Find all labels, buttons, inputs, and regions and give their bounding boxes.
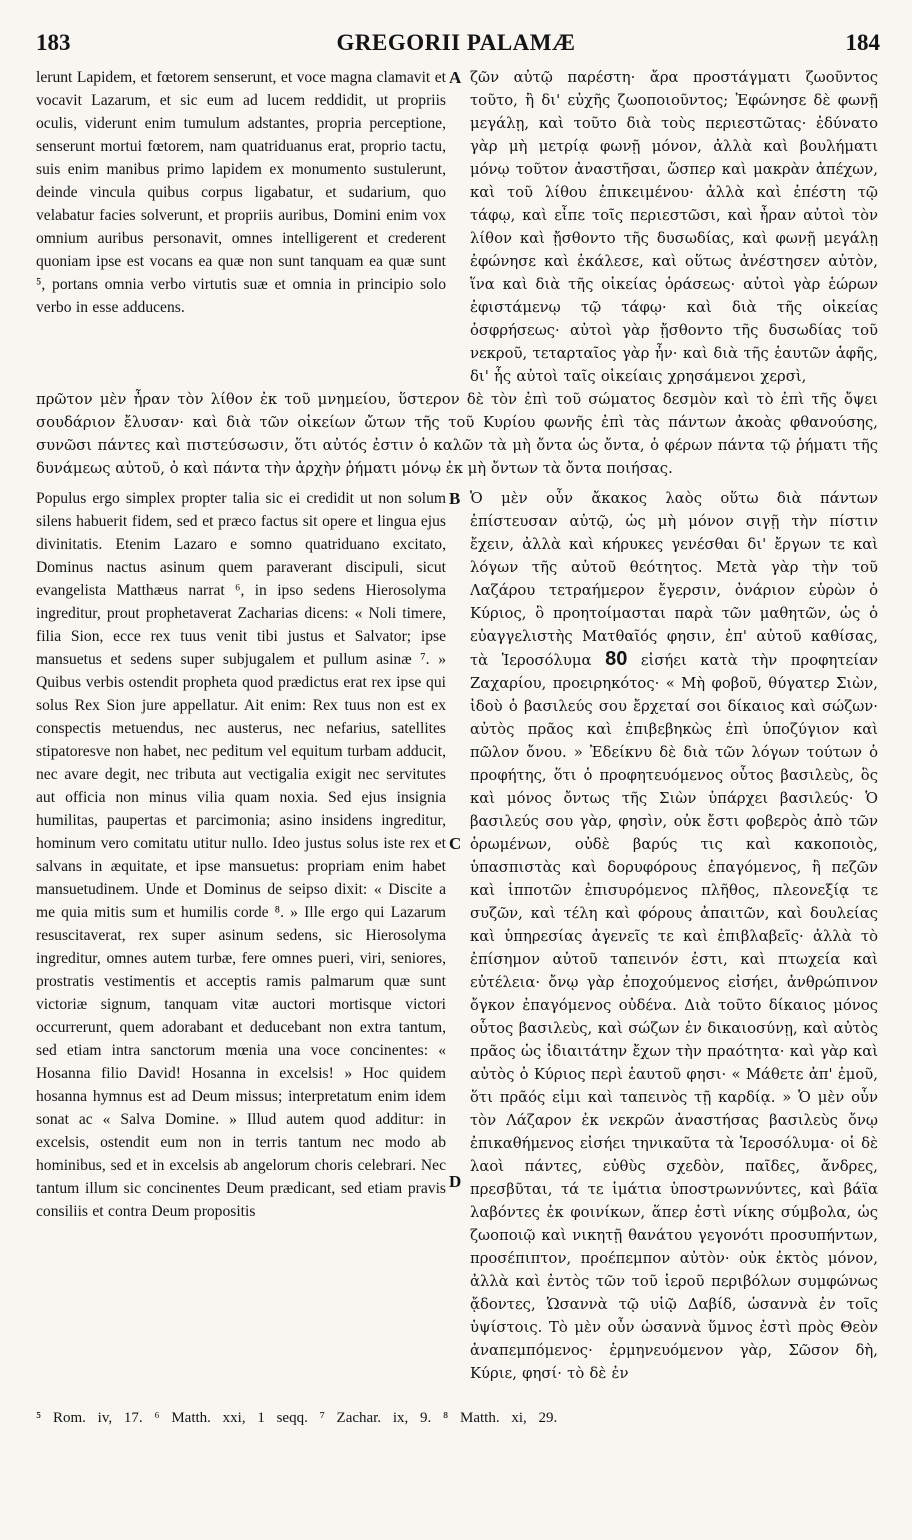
section-marker-b: B — [449, 489, 461, 508]
greek-full-width-passage: πρῶτον μὲν ἦραν τὸν λίθον ἐκ τοῦ μνημείου, ὕστερον δὲ τὸν ἐπὶ τοῦ σώματος δεσμὸν καὶ τὸ ἐπὶ τῆς ὄψει σουδάριον ἔλυσαν· καὶ διὰ τῶν οἰκείων ὤτων τῆς τοῦ Κυρίου φωνῆς ἐπὶ τὰς πάντων ἀκοὰς φθανούσης, συνῶσι πάντες καὶ πιστεύσωσιν, ὅτι αὐτός ἐστιν ὁ καλῶν τὰ μὴ ὄντα ὡς ὄντα, ὁ φέρων πάντα τῷ ῥήματι τῆς δυνάμεως αὐτοῦ, ὁ καὶ πάντα τὴν ἀρχὴν ῥήματι μόνῳ ἐκ μὴ ὄντων τὰ ὄντα ποιήσας. — [36, 391, 878, 477]
greek-text-part: Ὁ μὲν οὖν ἄκακος λαὸς οὕτω διὰ πάντων ἐπίστευσαν αὐτῷ, ὡς μὴ μόνον σιγῇ τὴν πίστιν ἔχειν, ἀλλὰ καὶ κήρυκες γενέσθαι δι' ἔργων τε καὶ λόγων τῆς αὐτοῦ θεότητος. Μετὰ γὰρ τὴν τοῦ Λαζάρου τετραήμερον ἔγερσιν, ὀνάριον εὑρὼν ὁ Κύριος, ὃ προητοίμασται παρὰ τῶν μαθητῶν, ὡς ὁ εὐαγγελιστὴς Ματθαῖός φησιν, ἐπ' αὐτοῦ καθίσας, τὰ Ἱεροσόλυμα — [470, 490, 878, 669]
page-header — [30, 30, 882, 64]
greek-column-bottom — [470, 487, 878, 1385]
greek-text-part: εἰσήει κατὰ τὴν προφητείαν Ζαχαρίου, προειρηκότος· « Μὴ φοβοῦ, θύγατερ Σιὼν, ἰδοὺ ὁ βασιλεύς σου ἔρχεταί σοι δίκαιος καὶ σώζων· αὐτὸς πρᾶος καὶ ἐπιβεβηκὼς ἐπὶ ὑποζύγιον καὶ πῶλον ὄνου. » Ἐδείκνυ δὲ διὰ τῶν λόγων τούτων ὁ προφήτης, ὅτι ὁ προφητευόμενος οὗτος βασιλεὺς, ὃς καὶ μόνος ὄντως τῆς Σιὼν ὑπάρχει βασιλεύς· Ὁ βασιλεύς σου γὰρ, φησὶν, οὐκ ἔστι φοβερὸς ἀπὸ τῶν ὁρωμένων, οὐδὲ βαρύς τις καὶ κακοποιὸς, ὑπασπιστὰς καὶ δορυφόρους ἐπαγόμενος, ἢ πεζῶν καὶ ἱπποτῶν ἐπισυρόμενος πλῆθος, πλεονεξίᾳ τε συζῶν, καὶ τέλη καὶ φόρους ἀπαιτῶν, καὶ δουλείας καὶ ὑπηρεσίας ἀγενεῖς τε καὶ ἐπιβλαβεῖς· ἀλλὰ τὸ ἐπίσημον αὐτοῦ ταπεινόν ἐστι, καὶ πτωχεία καὶ εὐτέλεια· ὄνῳ γὰρ ἐποχούμενος εἰσήει, ἀνθρώπινον ὄγκον ἐπαγόμενος οὐδένα. Διὰ τοῦτο δίκαιος μόνος οὗτος βασιλεὺς, καὶ σώζων ἐν δικαιοσύνῃ, καὶ αὐτὸς πρᾶος ὡς ἰδιαιτάτην ἔχων τὴν πραότητα· καὶ γὰρ καὶ αὐτὸς ὁ Κύριος περὶ ἑαυτοῦ φησι· « Μάθετε ἀπ' ἐμοῦ, ὅτι πρᾶός εἰμι καὶ ταπεινὸς τῇ καρδίᾳ. » Ὁ μὲν οὖν τὸν Λάζαρον ἐκ νεκρῶν ἀναστήσας βασιλεὺς ὄνῳ ἐπικαθήμενος εἰσήει τηνικαῦτα τὰ Ἱεροσόλυμα· οἱ δὲ λαοὶ πάντες, εὐθὺς σχεδὸν, παῖδες, ἄνδρες, πρεσβῦται, τά τε ἱμάτια ὑποστρωννύντες, καὶ βάϊα λαβόντες ἐκ φοινίκων, ἅπερ ἐστὶ νίκης σύμβολα, ὡς ζωοποιῷ καὶ νικητῇ θανάτου γεγονότι προσυπήντων, προσέπιπτον, προέπεμπον αὐτὸν· οὐκ ἐκτὸς μόνον, ἀλλὰ καὶ ἐντὸς τῶν τοῦ ἱεροῦ περιβόλων συμφώνως ᾄδοντες, Ὡσαννὰ τῷ υἱῷ Δαβίδ, ὡσαννὰ ἐν τοῖς ὑψίστοις. Τὸ μὲν οὖν ὡσαννὰ ὕμνος ἐστὶ πρὸς Θεὸν ἀναπεμπόμενος· ἑρμηνευόμενον γὰρ, Σῶσον δὴ, Κύριε, φησί· τὸ δὲ ἐν — [470, 652, 878, 1382]
greek-column-top — [470, 66, 878, 388]
greek-paragraph — [470, 487, 878, 1385]
section-marker-a: A — [449, 68, 462, 87]
section-marker-d: D — [449, 1172, 462, 1191]
running-title: GREGORII PALAMÆ — [336, 30, 576, 55]
column-number: 80 — [605, 648, 628, 670]
page-number-right: 184 — [845, 30, 880, 55]
footnotes: ⁵ Rom. iv, 17. ⁶ Matth. xxi, 1 seqq. ⁷ Zachar. ix, 9. ⁸ Matth. xi, 29. — [36, 1410, 558, 1426]
section-marker-c: C — [449, 834, 462, 853]
latin-paragraph: Populus ergo simplex propter talia sic ei credidit ut non solum silens habuerit fidem, sed et præco factus sit opere et lingua ejus divinitatis. Etenim Lazaro e somno quatriduano excitato, Dominus nactus asinum quem paraverant discipuli, sicut evangelista Matthæus narrat ⁶, in ipso sedens Hierosolyma ingreditur, prout prophetaverat Zacharias dicens: « Noli timere, filia Sion, ecce rex tuus venit tibi justus et Salvator; ipse mansuetus et sedens super subjugalem et pullum asinæ ⁷. » Quibus verbis ostendit propheta quod prædictus erat rex ipse qui solus Rex Sion jure appellatur. Ait enim: Rex tuus non est ex conspectis metuendus, nec austerus, nec nefarius, satellites stipatoresve non habet, nec peditum vel equitum turbam adducit, nec avare degit, nec tributa aut vectigalia exigit nec servitutes aut officia non minus vilia quam noxia. Sed ejus insignia humilitas, paupertas et parcimonia; asino insidens ingreditur, hominum vero comitatu utitur nullo. Ideo justus solus iste rex et salvans in æquitate, et ipse mansuetus: propriam enim habet mansuetudinem. Unde et Dominus de seipso dixit: « Discite a me quia mitis sum et humilis corde ⁸. » Ille ergo qui Lazarum resuscitaverat, rex super asinum sedens, sic Hierosolyma ingreditur, omnes autem turbæ, fere omnes pueri, viri, seniores, prostratis vestimentis et acceptis ramis palmarum quæ sunt victoriæ signum, tanquam vitæ auctori mortisque victori occurrerunt, quem adorabant et deducebant non extra tantum, sed etiam intra sanctorum mœnia una voce concinentes: « Hosanna filio David! Hosanna in excelsis! » Hoc quidem hosanna hymnus est ad Deum missus; interpretatum enim idem sonat ac « Salva Domine. » Illud autem quod additur: in excelsis, ostendit eum non in terris tantum nec modo ab hominibus, sed et in excelsis ab angelorum choris celebrari. Nec tantum illum sic concinentes Deum prædicant, sed etiam pravis consiliis et contra Deum propositis — [36, 490, 446, 1220]
page-number-left: 183 — [36, 30, 71, 55]
greek-paragraph: ζῶν αὐτῷ παρέστη· ἄρα προστάγματι ζωοῦντος τοῦτο, ἢ δι' εὐχῆς ζωοποιοῦντος; Ἐφώνησε δὲ φωνῇ μεγάλῃ, καὶ τοῦτο διὰ τοὺς περιεστῶτας· ἐδύνατο γὰρ μὴ μετρίᾳ φωνῇ μόνον, ἀλλὰ καὶ βουλήματι μόνῳ τοῦτον ἀναστῆσαι, ὥσπερ καὶ μακρὰν ἀπέχων, καὶ τοῦ λίθου ἐπικειμένου· ἀλλὰ καὶ ἐπέστη τῷ τάφῳ, καὶ εἶπε τοῖς περιεστῶσι, καὶ ἦραν αὐτοὶ τὸν λίθον καὶ ᾔσθοντο τῆς δυσωδίας, καὶ φωνῇ μεγάλῃ ἐφώνησε καὶ ἐκάλεσε, καὶ οὕτως ἀνέστησεν αὐτὸν, ἵνα καὶ διὰ τῆς οἰκείας ὁράσεως· αὐτοὶ γὰρ ἑώρων ἐφιστάμενῳ τῷ τάφῳ· καὶ διὰ τῆς οἰκείας ὀσφρήσεως· αὐτοὶ γὰρ ᾔσθοντο τῆς δυσωδίας τοῦ νεκροῦ, τεταρταῖος γὰρ ἦν· καὶ διὰ τῆς ἑαυτῶν ἁφῆς, δι' ἧς αὐτοὶ ταῖς οἰκείαις χρησάμενοι χερσὶ, — [470, 69, 878, 385]
latin-column-bottom — [36, 487, 446, 1223]
latin-paragraph: lerunt Lapidem, et fœtorem senserunt, et voce magna clamavit et vocavit Lazarum, et sic eum ad lucem reddidit, ut propriis oculis, viderunt enim tumulum adstantes, propria perceptione, senserunt mortui fœtorem, nam quatriduanus erat, proprio tactu, suis enim manibus primo lapidem ex monumento sustulerunt, deinde vincula quibus corpus ligabatur, et sudarium, quo velabatur facies solverunt, et propriis auribus, Domini enim vox omnium auribus personavit, omnes intelligerent et crederent quoniam ipse est vocans ea quæ non sunt tanquam ea quæ sunt ⁵, portans omnia verbo virtutis suæ et omnia in principio solo verbo in esse adducens. — [36, 69, 446, 316]
latin-column-top — [36, 66, 446, 319]
